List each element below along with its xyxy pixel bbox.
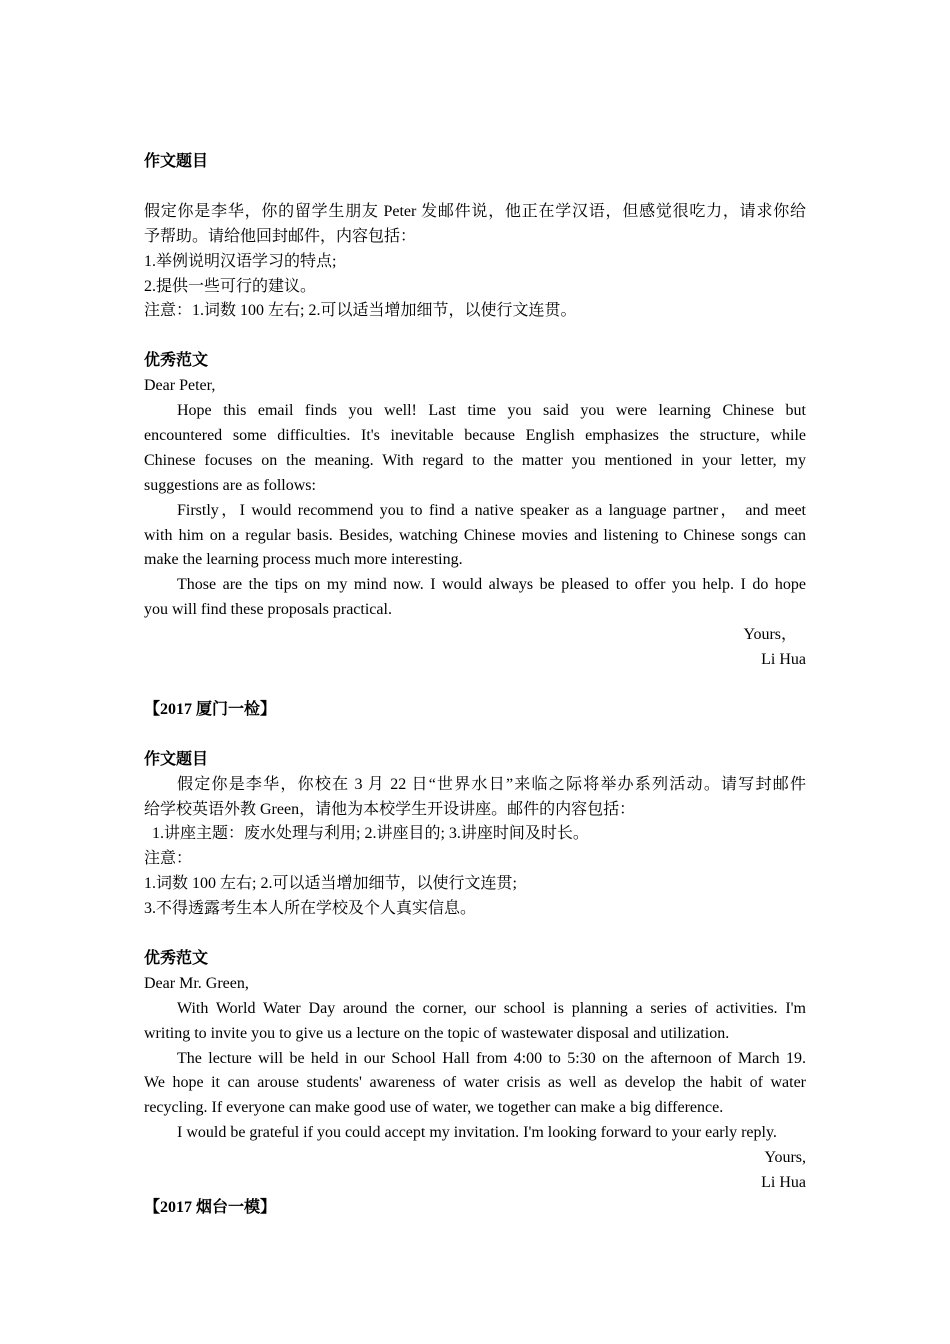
letter-greeting: Dear Mr. Green, <box>144 974 249 992</box>
letter-line: Firstly，I would recommend you to find a native speaker as a language partner， and meet <box>177 501 806 519</box>
letter-line: you will find these proposals practical. <box>144 601 392 619</box>
letter-line: make the learning process much more interesting. <box>144 551 463 569</box>
section-title: 【2017 烟台一模】 <box>144 1198 277 1216</box>
document-content <box>144 150 806 1221</box>
letter-line: The lecture will be held in our School Hall from 4:00 to 5:30 on the afternoon of March 19. <box>177 1049 806 1067</box>
letter-signature: Li Hua <box>761 651 806 669</box>
letter-line: encountered some difficulties. It's inevitable because English emphasizes the structure, while <box>144 426 806 444</box>
prompt-line: 注意： <box>144 850 193 868</box>
sample-heading: 优秀范文 <box>144 352 209 370</box>
letter-line: recycling. If everyone can make good use of water, we together can make a big difference. <box>144 1099 724 1117</box>
prompt-heading: 作文题目 <box>144 153 209 170</box>
prompt-line: 注意：1.词数 100 左右; 2.可以适当增加细节，以使行文连贯。 <box>144 302 577 320</box>
letter-line: suggestions are as follows: <box>144 476 316 494</box>
letter-closing: Yours， <box>743 626 797 644</box>
prompt-heading: 作文题目 <box>144 750 209 768</box>
section-title: 【2017 厦门一检】 <box>144 700 277 718</box>
prompt-line: 3.不得透露考生本人所在学校及个人真实信息。 <box>144 900 477 918</box>
letter-line: Chinese focuses on the meaning. With regard to the matter you mentioned in your letter, my <box>144 451 806 469</box>
letter-line: With World Water Day around the corner, our school is planning a series of activities. I'm <box>177 999 806 1017</box>
prompt-line: 假定你是李华，你校在 3 月 22 日“世界水日”来临之际将举办系列活动。请写封邮件 <box>177 775 806 793</box>
prompt-line: 给学校英语外教 Green，请他为本校学生开设讲座。邮件的内容包括： <box>144 800 636 818</box>
letter-closing: Yours, <box>764 1149 806 1167</box>
prompt-line: 假定你是李华，你的留学生朋友 Peter 发邮件说，他正在学汉语，但感觉很吃力，请求你给 <box>144 202 806 220</box>
prompt-line: 予帮助。请给他回封邮件，内容包括： <box>144 227 417 245</box>
prompt-line: 1.讲座主题：废水处理与利用; 2.讲座目的; 3.讲座时间及时长。 <box>152 825 589 843</box>
letter-line: We hope it can arouse students' awareness of water crisis as well as develop the habit of water <box>144 1074 806 1092</box>
prompt-line: 1.词数 100 左右; 2.可以适当增加细节，以使行文连贯; <box>144 875 517 893</box>
letter-line: Hope this email finds you well! Last time you said you were learning Chinese but <box>177 402 806 420</box>
letter-line: I would be grateful if you could accept my invitation. I'm looking forward to your early reply. <box>177 1124 777 1142</box>
letter-signature: Li Hua <box>761 1174 806 1192</box>
letter-greeting: Dear Peter, <box>144 377 216 395</box>
letter-line: Those are the tips on my mind now. I would always be pleased to offer you help. I do hope <box>177 576 806 594</box>
prompt-line: 1.举例说明汉语学习的特点; <box>144 252 337 270</box>
sample-heading: 优秀范文 <box>144 949 209 967</box>
prompt-line: 2.提供一些可行的建议。 <box>144 277 317 295</box>
letter-line: writing to invite you to give us a lecture on the topic of wastewater disposal and utilization. <box>144 1024 730 1042</box>
letter-line: with him on a regular basis. Besides, watching Chinese movies and listening to Chinese songs can <box>144 526 806 544</box>
